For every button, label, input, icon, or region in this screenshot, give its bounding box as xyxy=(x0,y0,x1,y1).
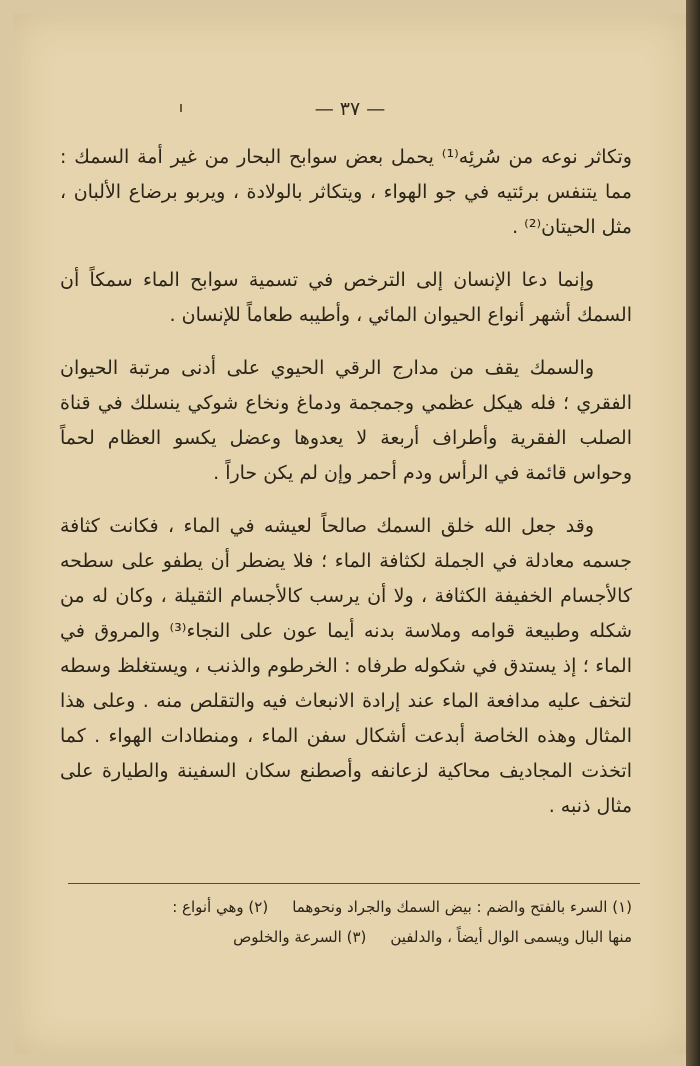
footnote-2-start: (٢) وهي أنواع : xyxy=(172,898,269,916)
footnotes xyxy=(60,892,632,952)
book-page xyxy=(14,14,686,1054)
book-spine-edge xyxy=(686,0,700,1066)
paragraph-3: والسمك يقف من مدارج الرقي الحيوي على أدنى مرتبة الحيوان الفقري ؛ فله هيكل عظمي وجمجمة ودماغ ونخاع شوكي ينسلك في قناة الصلب الفقرية وأطراف أربعة لا يعدوها وعضل يكسو العظام لحماً وحواس قائمة في الرأس ودم أحمر وإن لم يكن حاراً . xyxy=(60,357,632,484)
paragraph-4: وقد جعل الله خلق السمك صالحاً لعيشه في الماء ، فكانت كثافة جسمه معادلة في الجملة لكثافة الماء ؛ فلا يضطر أن يطفو على سطحه كالأجسام الخفيفة الكثافة ، ولا أن يرسب كالأجسام الثقيلة ، وكان له من شكله وطبيعة قوامه وملاسة بدنه أيما عون على النجاء⁽³⁾ والمروق في الماء ؛ إذ يستدق في شكوله طرفاه : الخرطوم والذنب ، ويستغلظ وسطه لتخف عليه مدافعة الماء عند إرادة الانبعاث فيه والتقلص منه . وعلى هذا المثال وهذه الخاصة أبدعت أشكال سفن الماء ، ومنطادات الهواء . كما اتخذت المجاديف محاكية لزعانفه وأصطنع سكان السفينة والطيارة على مثال ذنبه . xyxy=(60,515,632,817)
footnote-line-2 xyxy=(60,922,632,952)
footnote-3: (٣) السرعة والخلوص xyxy=(233,928,367,946)
footnote-line-1 xyxy=(60,892,632,922)
footnote-2-continued: منها البال ويسمى الوال أيضاً ، والدلفين xyxy=(390,928,632,946)
paragraph-2: وإنما دعا الإنسان إلى الترخص في تسمية سوابح الماء سمكاً أن السمك أشهر أنواع الحيوان المائي ، وأطيبه طعاماً للإنسان . xyxy=(60,269,632,326)
footnote-1: (١) السرء بالفتح والضم : بيض السمك والجراد ونحوهما xyxy=(292,898,632,916)
page-number: — ٣٧ — xyxy=(314,98,386,120)
main-text xyxy=(60,140,632,842)
paragraph-1: وتكاثر نوعه من سُرئِه⁽¹⁾ يحمل بعض سوابح البحار من غير أمة السمك : مما يتنفس برئتيه في جو الهواء ، ويتكاثر بالولادة ، ويربو برضاع الألبان ، مثل الحيتان⁽²⁾ . xyxy=(60,146,632,238)
footnote-divider xyxy=(68,883,640,884)
